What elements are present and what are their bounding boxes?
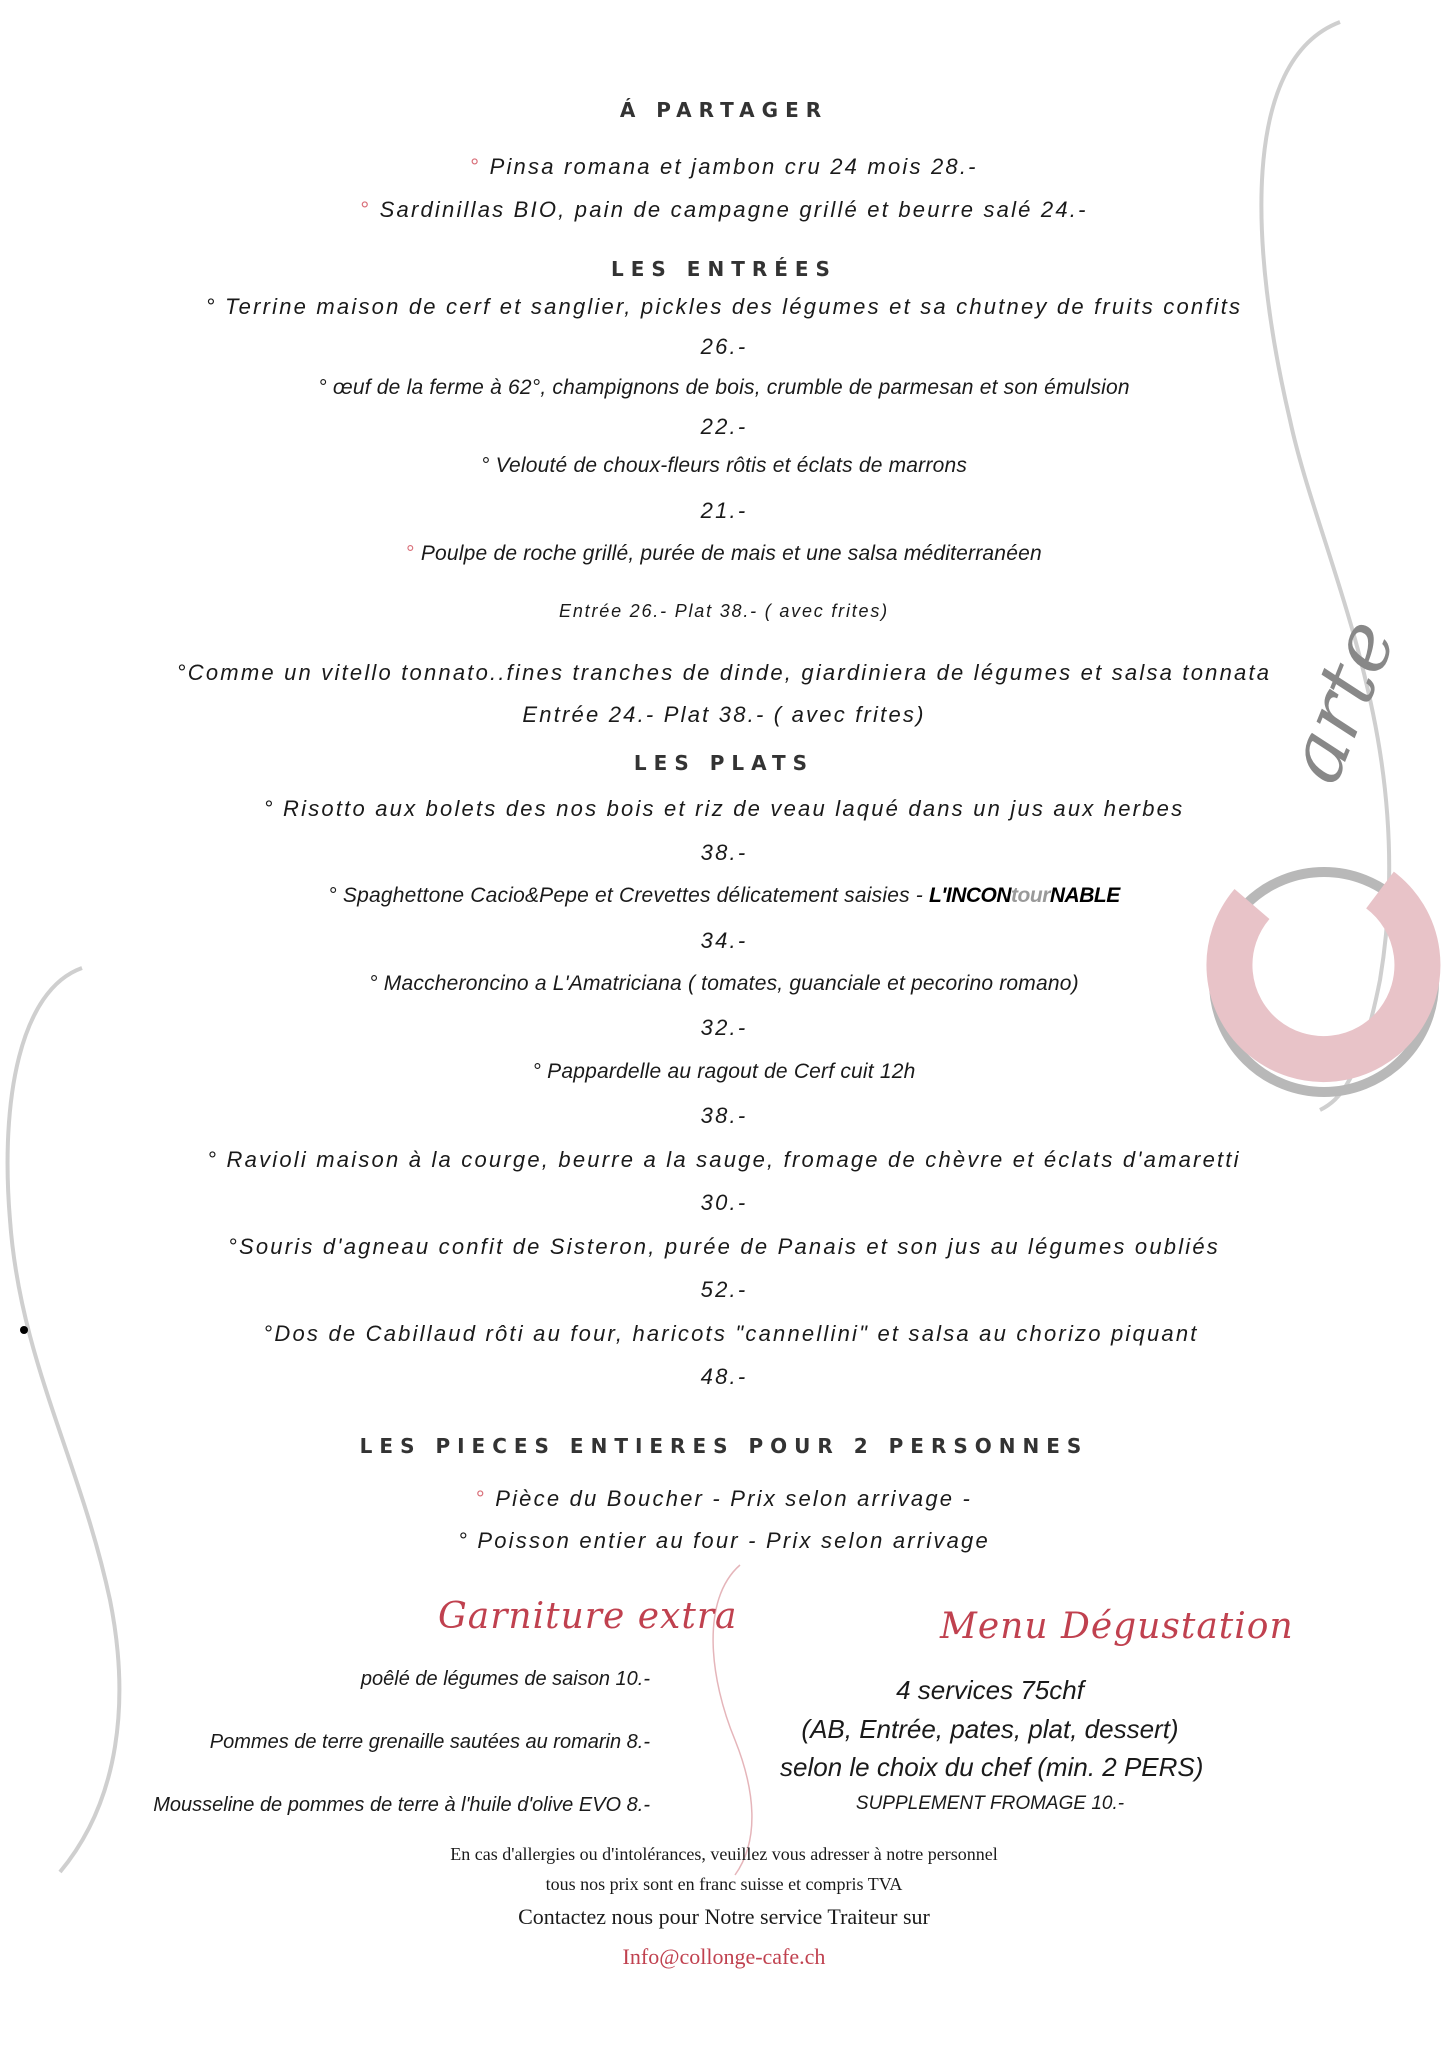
- menu-item-price: 21.-: [700, 498, 748, 523]
- menu-item-plat-2: [0, 884, 1448, 908]
- section-title-entrees: LES ENTRÉES: [611, 257, 837, 281]
- menu-item-plat-1: ° Risotto aux bolets des nos bois et riz de veau laqué dans un jus aux herbes: [263, 796, 1185, 821]
- degustation-line-1: 4 services 75chf: [896, 1675, 1084, 1705]
- menu-item-price: 38.-: [700, 840, 748, 865]
- degustation-line-2: (AB, Entrée, pates, plat, dessert): [801, 1714, 1179, 1744]
- menu-item-price: 38.-: [700, 1103, 748, 1128]
- degustation-title: Menu Dégustation: [940, 1606, 1294, 1647]
- garniture-item-3: Mousseline de pommes de terre à l'huile d'olive EVO 8.-: [153, 1794, 650, 1816]
- section-title-pieces: LES PIECES ENTIERES POUR 2 PERSONNES: [359, 1434, 1089, 1458]
- menu-item-entree-4: [0, 542, 1448, 566]
- menu-item-partager-1: [0, 154, 1448, 180]
- menu-item-piece-2: ° Poisson entier au four - Prix selon arrivage: [458, 1528, 990, 1553]
- garniture-title: Garniture extra: [438, 1596, 738, 1637]
- garniture-item-2: Pommes de terre grenaille sautées au romarin 8.-: [209, 1731, 650, 1753]
- incontournable-badge: L'INCONtourNABLE: [929, 884, 1120, 907]
- bullet-icon: °: [360, 197, 372, 222]
- menu-item-price: 34.-: [700, 928, 748, 953]
- section-title-partager: Á PARTAGER: [619, 98, 829, 122]
- allergy-notice: En cas d'allergies ou d'intolérances, veuillez vous adresser à notre personnel: [450, 1844, 998, 1864]
- contact-email-link[interactable]: Info@collonge-cafe.ch: [622, 1944, 826, 1969]
- menu-item-entree-5: °Comme un vitello tonnato..fines tranches de dinde, giardiniera de légumes et salsa tonnata: [176, 660, 1272, 685]
- menu-item-price: 32.-: [700, 1015, 748, 1040]
- menu-item-price: Entrée 26.- Plat 38.- ( avec frites): [559, 601, 889, 621]
- menu-item-price: 22.-: [700, 414, 748, 439]
- garniture-item-1: poêlé de légumes de saison 10.-: [360, 1668, 650, 1690]
- bullet-icon: °: [406, 542, 415, 565]
- menu-item-partager-2: [0, 197, 1448, 223]
- menu-item-price: 30.-: [700, 1190, 748, 1215]
- menu-item-piece-1: [0, 1486, 1448, 1512]
- degustation-line-3: selon le choix du chef (min. 2 PERS): [780, 1752, 1204, 1782]
- menu-item-price: Entrée 24.- Plat 38.- ( avec frites): [522, 702, 926, 727]
- logo-word: arte: [1266, 606, 1415, 795]
- bullet-icon: °: [475, 1486, 487, 1511]
- menu-item-plat-7: °Dos de Cabillaud rôti au four, haricots "cannellini" et salsa au chorizo piquant: [263, 1321, 1199, 1346]
- menu-item-text: Pinsa romana et jambon cru 24 mois 28.-: [489, 154, 978, 179]
- degustation-line-4: SUPPLEMENT FROMAGE 10.-: [855, 1793, 1125, 1814]
- menu-item-text: Pièce du Boucher - Prix selon arrivage -: [495, 1486, 973, 1511]
- menu-item-plat-5: ° Ravioli maison à la courge, beurre a la sauge, fromage de chèvre et éclats d'amaretti: [207, 1147, 1241, 1172]
- menu-item-entree-2: ° œuf de la ferme à 62°, champignons de bois, crumble de parmesan et son émulsion: [318, 376, 1130, 399]
- menu-item-entree-3: ° Velouté de choux-fleurs rôtis et éclats de marrons: [480, 454, 968, 477]
- menu-item-price: 48.-: [700, 1364, 748, 1389]
- menu-item-price: 26.-: [700, 334, 748, 359]
- menu-item-plat-3: ° Maccheroncino a L'Amatriciana ( tomates, guanciale et pecorino romano): [369, 972, 1079, 995]
- menu-item-entree-1: ° Terrine maison de cerf et sanglier, pickles des légumes et sa chutney de fruits confits: [205, 294, 1243, 319]
- menu-item-price: 52.-: [700, 1277, 748, 1302]
- menu-item-text: ° Spaghettone Cacio&Pepe et Crevettes délicatement saisies -: [328, 884, 930, 907]
- menu-item-text: Sardinillas BIO, pain de campagne grillé et beurre salé 24.-: [379, 197, 1088, 222]
- section-title-plats: LES PLATS: [633, 751, 815, 775]
- menu-item-text: Poulpe de roche grillé, purée de mais et une salsa méditerranéen: [420, 542, 1042, 565]
- menu-item-plat-6: °Souris d'agneau confit de Sisteron, purée de Panais et son jus au légumes oubliés: [227, 1234, 1221, 1259]
- price-notice: tous nos prix sont en franc suisse et compris TVA: [545, 1874, 903, 1894]
- menu-item-plat-4: ° Pappardelle au ragout de Cerf cuit 12h: [532, 1060, 916, 1083]
- contact-notice: Contactez nous pour Notre service Traiteur sur: [518, 1904, 930, 1929]
- bullet-icon: °: [470, 154, 482, 179]
